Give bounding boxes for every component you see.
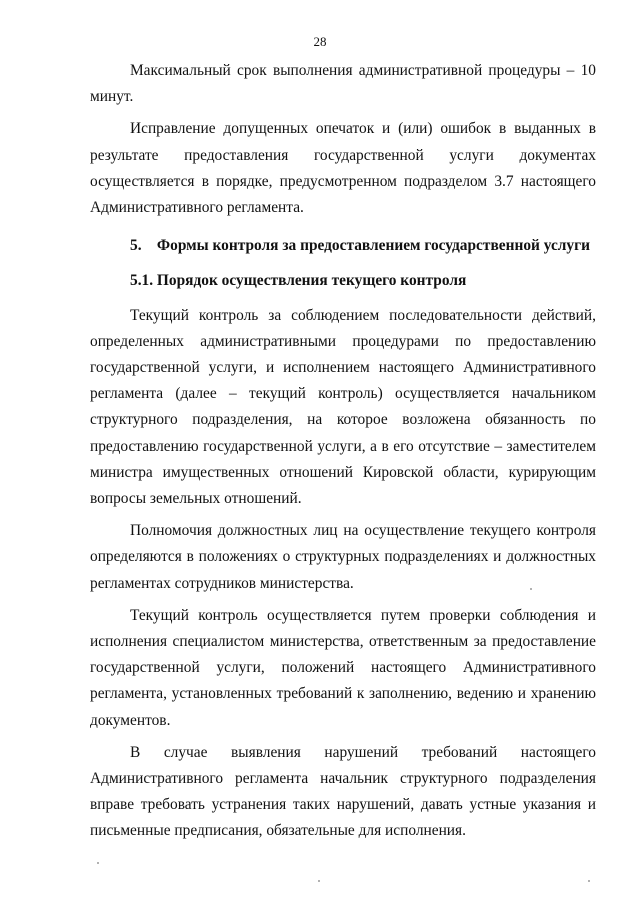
page-number: 28 bbox=[313, 34, 327, 49]
paragraph-control-method: Текущий контроль осуществляется путем проверки соблюдения и исполнения специалистом министерства, ответственным за предоставление государственной услуги, положений настоящего Административного регламента, установленных требований к заполнению, ведению и хранению документов. bbox=[90, 606, 596, 729]
paragraph-error-correction: Исправление допущенных опечаток и (или) ошибок в выданных в результате предоставления государственной услуги документах осуществляется в порядке, предусмотренном подразделом 3.7 настоящего Административного регламента. bbox=[90, 120, 596, 217]
paragraph-max-time: Максимальный срок выполнения административной процедуры – 10 минут. bbox=[90, 62, 596, 106]
paragraph-authority: Полномочия должностных лиц на осуществление текущего контроля определяются в положениях о структурных подразделениях и должностных регламентах сотрудников министерства. bbox=[90, 522, 596, 592]
paragraph-current-control: Текущий контроль за соблюдением последовательности действий, определенных административными процедурами по предоставлению государственной услуги, и исполнением настоящего Административного регламента (далее – текущий контроль) осуществляется начальником структурного подразделения, на которое возложена обязанность по предоставлению государственной услуги, а в его отсутствие – заместителем министра имущественных отношений Кировской области, курирующим вопросы земельных отношений. bbox=[90, 306, 596, 508]
section-heading: 5. Формы контроля за предоставлением государственной услуги bbox=[130, 237, 590, 255]
subsection-heading: 5.1. Порядок осуществления текущего контроля bbox=[130, 272, 467, 290]
scan-speck bbox=[530, 588, 532, 590]
paragraph-violations: В случае выявления нарушений требований настоящего Административного регламента начальник структурного подразделения вправе требовать устранения таких нарушений, давать устные указания и письменные предписания, обязательные для исполнения. bbox=[90, 743, 596, 840]
scan-speck bbox=[97, 862, 99, 864]
scan-speck bbox=[318, 880, 320, 882]
document-body bbox=[90, 58, 596, 845]
scan-speck bbox=[588, 880, 590, 882]
